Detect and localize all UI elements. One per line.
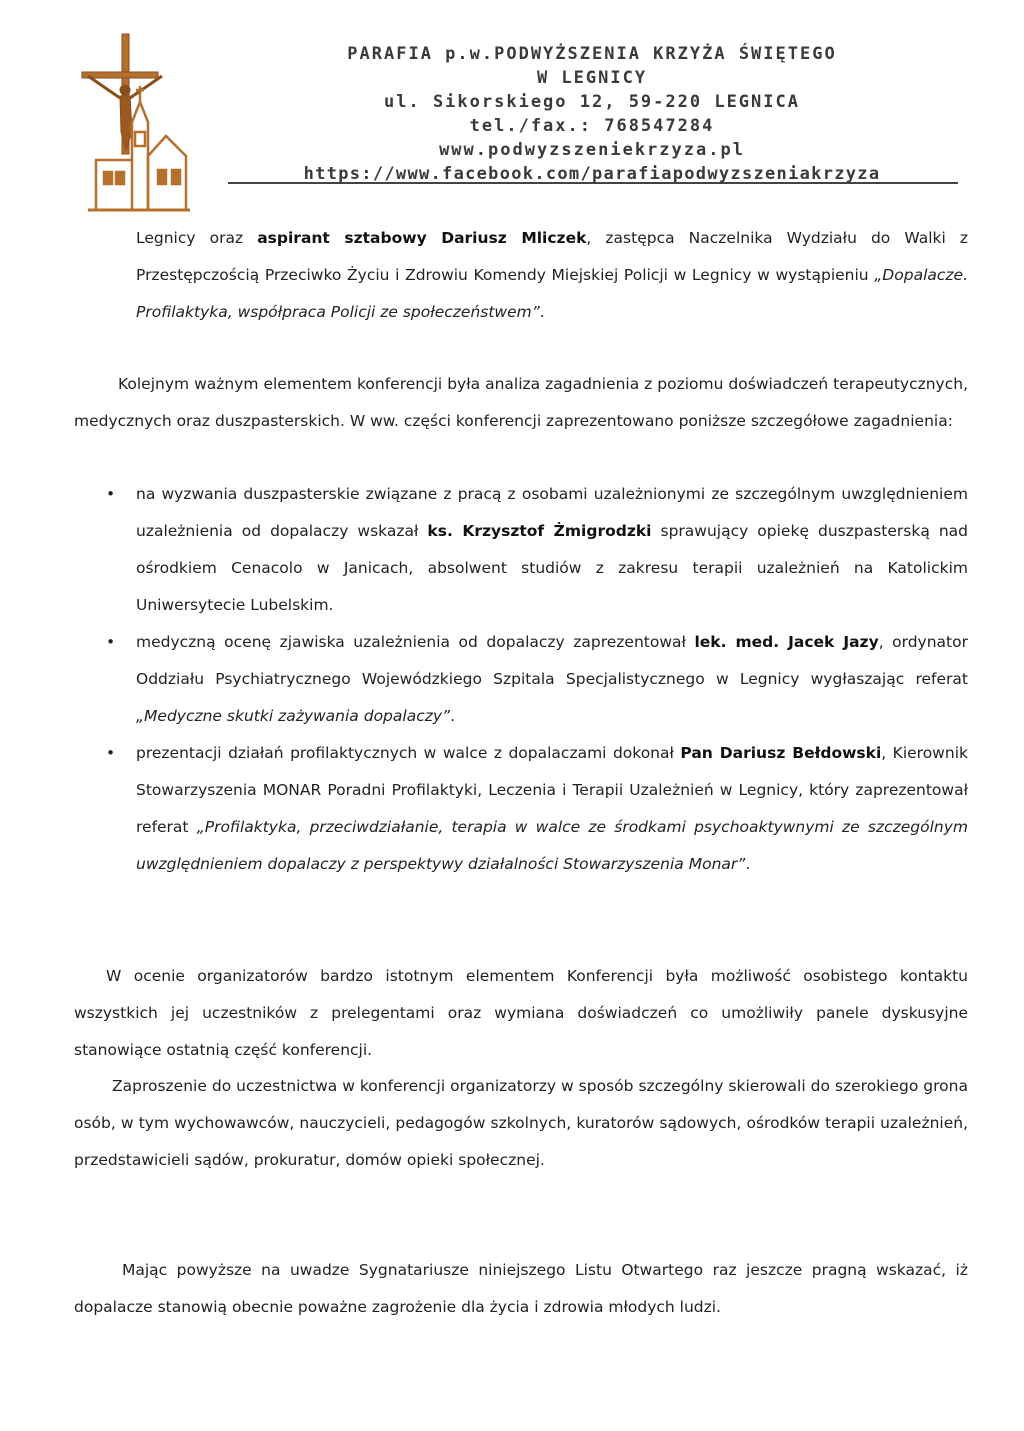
talk-title: „Medyczne skutki zażywania dopalaczy” — [136, 707, 451, 725]
paragraph-4: Zaproszenie do uczestnictwa w konferencji organizatorzy w sposób szczególny skierowali do szerokiego grona osób, w tym wychowawców, nauczycieli, pedagogów szkolnych, kuratorów sądowych, ośrodków terapii uzależnień, przedstawicieli sądów, prokuratur, domów opieki społecznej. — [74, 1077, 968, 1169]
topics-list — [74, 476, 968, 883]
bullet-icon: • — [106, 485, 116, 503]
parish-address: ul. Sikorskiego 12, 59-220 LEGNICA — [384, 92, 800, 112]
speaker-name: aspirant sztabowy Dariusz Mliczek — [257, 229, 587, 247]
text: Legnicy oraz — [136, 229, 258, 247]
paragraph-2: Kolejnym ważnym elementem konferencji była analiza zagadnienia z poziomu doświadczeń terapeutycznych, medycznych oraz duszpasterskich. W ww. części konferencji zaprezentowano poniższe szczegółowe zagadnienia: — [74, 375, 968, 430]
parish-logo-icon — [74, 32, 192, 212]
bullet-icon: • — [106, 633, 116, 651]
parish-facebook: https://www.facebook.com/parafiapodwyzszeniakrzyza — [303, 164, 881, 184]
parish-phone: tel./fax.: 768547284 — [469, 116, 715, 136]
paragraph-3: W ocenie organizatorów bardzo istotnym elementem Konferencji była możliwość osobistego kontaktu wszystkich jej uczestników z prelegentami oraz wymiana doświadczeń co umożliwiły panele dyskusyjne stanowiące ostatnią część konferencji. — [74, 967, 968, 1059]
paragraph-5: Mając powyższe na uwadze Sygnatariusze niniejszego Listu Otwartego raz jeszcze pragną wskazać, iż dopalacze stanowią obecnie poważne zagrożenie dla życia i zdrowia młodych ludzi. — [74, 1261, 968, 1316]
list-item — [74, 735, 968, 883]
speaker-name: Pan Dariusz Bełdowski — [680, 744, 882, 762]
list-item — [74, 624, 968, 735]
parish-city: W LEGNICY — [536, 68, 648, 88]
text: , ordynator Oddziału Psychiatrycznego Wojewódzkiego Szpitala Specjalistycznego w Legnicy wygłaszając referat — [136, 633, 968, 688]
talk-title: „Dopalacze. Profilaktyka, współpraca Policji ze społeczeństwem” — [136, 266, 968, 321]
speaker-name: lek. med. Jacek Jazy — [694, 633, 879, 651]
list-item — [74, 476, 968, 624]
text: . — [539, 303, 545, 321]
text: , Kierownik Stowarzyszenia MONAR Poradni Profilaktyki, Leczenia i Terapii Uzależnień w Legnicy, który zaprezentował referat — [136, 744, 968, 836]
text: . — [450, 707, 455, 725]
letterhead-divider — [228, 182, 958, 184]
talk-title: „Profilaktyka, przeciwdziałanie, terapia w walce ze środkami psychoaktywnymi ze szczególnym uwzględnieniem dopalaczy z perspektywy działalności Stowarzyszenia Monar” — [136, 818, 968, 873]
text: sprawujący opiekę duszpasterską nad ośrodkiem Cenacolo w Janicach, absolwent studiów z zakresu terapii uzależnień na Katolickim Uniwersytecie Lubelskim. — [136, 522, 969, 614]
speaker-name: ks. Krzysztof Żmigrodzki — [427, 522, 652, 540]
bullet-icon: • — [106, 744, 116, 762]
parish-name: PARAFIA p.w.PODWYŻSZENIA KRZYŻA ŚWIĘTEGO — [347, 44, 837, 64]
text: na wyzwania duszpasterskie związane z pracą z osobami uzależnionymi ze szczególnym uwzględnieniem uzależnienia od dopalaczy wskazał — [136, 485, 968, 540]
text: , zastępca Naczelnika Wydziału do Walki z Przestępczością Przeciwko Życiu i Zdrowiu Komendy Miejskiej Policji w Legnicy w wystąpieniu — [136, 229, 968, 284]
text: medyczną ocenę zjawiska uzależnienia od dopalaczy zaprezentował — [136, 633, 695, 651]
letterhead — [228, 42, 956, 186]
text: . — [745, 855, 751, 873]
text: prezentacji działań profilaktycznych w walce z dopalaczami dokonał — [136, 744, 681, 762]
parish-website: www.podwyzszeniekrzyza.pl — [439, 140, 745, 160]
paragraph-1 — [136, 220, 968, 331]
